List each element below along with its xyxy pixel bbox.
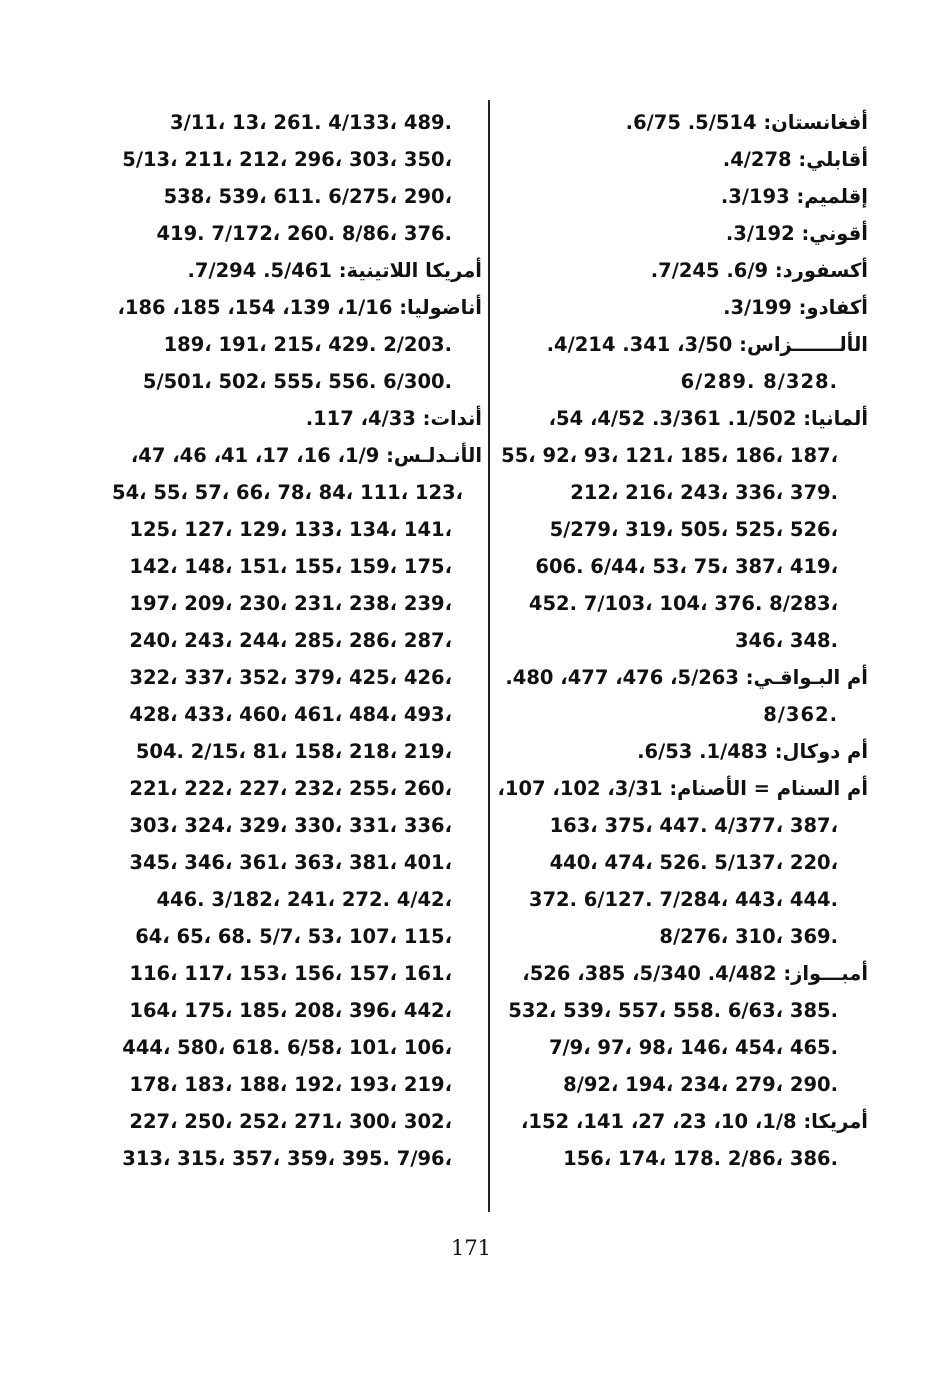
index-continuation-line: 532، 539، 557، 558. 6/63، 385.	[508, 999, 838, 1022]
index-continuation-line: 55، 92، 93، 121، 185، 186، 187،	[501, 444, 838, 467]
index-entry: أكفادو: 3/199.	[723, 296, 868, 319]
index-entry: أم السنام = الأصنام: 3/31، 102، 107،	[497, 777, 868, 800]
index-column-left	[112, 104, 482, 1177]
index-continuation-line: 8/276، 310، 369.	[659, 925, 838, 948]
index-continuation-line: 164، 175، 185، 208، 396، 442،	[129, 999, 452, 1022]
index-continuation-line: 446. 3/182، 241، 272. 4/42،	[156, 888, 452, 911]
index-entry: أقوني: 3/192.	[725, 222, 868, 245]
index-entry: ألمانيا: 1/502. 3/361. 4/52، 54،	[548, 407, 868, 430]
index-entry: أناضوليا: 1/16، 139، 154، 185، 186،	[117, 296, 482, 319]
index-continuation-line: 227، 250، 252، 271، 300، 302،	[129, 1110, 452, 1133]
index-continuation-line: 303، 324، 329، 330، 331، 336،	[129, 814, 452, 837]
index-continuation-line: 8/92، 194، 234، 279، 290.	[563, 1073, 838, 1096]
index-entry: أم دوكال: 1/483. 6/53.	[637, 740, 868, 763]
index-continuation-line: 5/501، 502، 555، 556. 6/300.	[142, 370, 452, 393]
index-entry: أمريكا: 1/8، 10، 23، 27، 141، 152،	[520, 1110, 868, 1133]
index-continuation-line: 7/9، 97، 98، 146، 454، 465.	[548, 1036, 838, 1059]
index-entry: أقابلي: 4/278.	[722, 148, 868, 171]
index-continuation-line: 5/13، 211، 212، 296، 303، 350،	[122, 148, 452, 171]
index-continuation-line: 3/11، 13، 261. 4/133، 489.	[170, 111, 452, 134]
index-column-right	[496, 104, 868, 1177]
index-continuation-line: 538، 539، 611. 6/275، 290،	[163, 185, 452, 208]
index-continuation-line: 345، 346، 361، 363، 381، 401،	[129, 851, 452, 874]
index-continuation-line: 197، 209، 230، 231، 238، 239،	[129, 592, 452, 615]
index-continuation-line: 428، 433، 460، 461، 484، 493،	[129, 703, 452, 726]
index-continuation-line: 212، 216، 243، 336، 379.	[570, 481, 838, 504]
index-entry: أفغانستان: 5/514. 6/75.	[625, 111, 868, 134]
index-continuation-line: 444، 580، 618. 6/58، 101، 106،	[122, 1036, 452, 1059]
index-continuation-line: 504. 2/15، 81، 158، 218، 219،	[135, 740, 452, 763]
index-entry: الألـــــــزاس: 3/50، 341. 4/214.	[546, 333, 868, 356]
page-number: 171	[450, 1236, 492, 1260]
index-continuation-line: 322، 337، 352، 379، 425، 426،	[129, 666, 452, 689]
column-divider	[488, 100, 490, 1212]
index-continuation-line: 419. 7/172، 260. 8/86، 376.	[156, 222, 452, 245]
index-continuation-line: 313، 315، 357، 359، 395. 7/96،	[122, 1147, 452, 1170]
index-continuation-line: 125، 127، 129، 133، 134، 141،	[129, 518, 452, 541]
index-entry: إقلميم: 3/193.	[720, 185, 868, 208]
index-entry: أمبـــواز: 4/482. 5/340، 385، 526،	[522, 962, 868, 985]
index-entry: أندات: 4/33، 117.	[305, 407, 482, 430]
index-continuation-line: 240، 243، 244، 285، 286، 287،	[129, 629, 452, 652]
index-continuation-line: 372. 6/127. 7/284، 443، 444.	[528, 888, 838, 911]
index-continuation-line: 178، 183، 188، 192، 193، 219،	[129, 1073, 452, 1096]
index-continuation-line: 156، 174، 178. 2/86، 386.	[563, 1147, 838, 1170]
index-continuation-line: 163، 375، 447. 4/377، 387،	[549, 814, 838, 837]
index-entry: أم البـواقـي: 5/263، 476، 477، 480.	[505, 666, 868, 689]
index-continuation-line: 221، 222، 227، 232، 255، 260،	[129, 777, 452, 800]
index-entry: الأنـدلـس: 1/9، 16، 17، 41، 46، 47،	[130, 444, 482, 467]
index-continuation-line: 8/362.	[763, 703, 838, 726]
index-entry: أمريكا اللاتينية: 5/461. 7/294.	[187, 259, 482, 282]
index-continuation-line: 346، 348.	[734, 629, 838, 652]
index-continuation-line: 6/289. 8/328.	[680, 370, 838, 393]
index-continuation-line: 606. 6/44، 53، 75، 387، 419،	[535, 555, 838, 578]
index-continuation-line: 64، 65، 68. 5/7، 53، 107، 115،	[135, 925, 452, 948]
index-entry: أكسفورد: 6/9. 7/245.	[650, 259, 868, 282]
index-continuation-line: 452. 7/103، 104، 376. 8/283،	[528, 592, 838, 615]
index-continuation-line: 116، 117، 153، 156، 157، 161،	[129, 962, 452, 985]
index-continuation-line: 142، 148، 151، 155، 159، 175،	[129, 555, 452, 578]
index-continuation-line: 5/279، 319، 505، 525، 526،	[549, 518, 838, 541]
index-continuation-line: 440، 474، 526. 5/137، 220،	[549, 851, 838, 874]
index-continuation-line: 189، 191، 215، 429. 2/203.	[163, 333, 452, 356]
index-continuation-line: 54، 55، 57، 66، 78، 84، 111، 123،	[112, 481, 464, 504]
